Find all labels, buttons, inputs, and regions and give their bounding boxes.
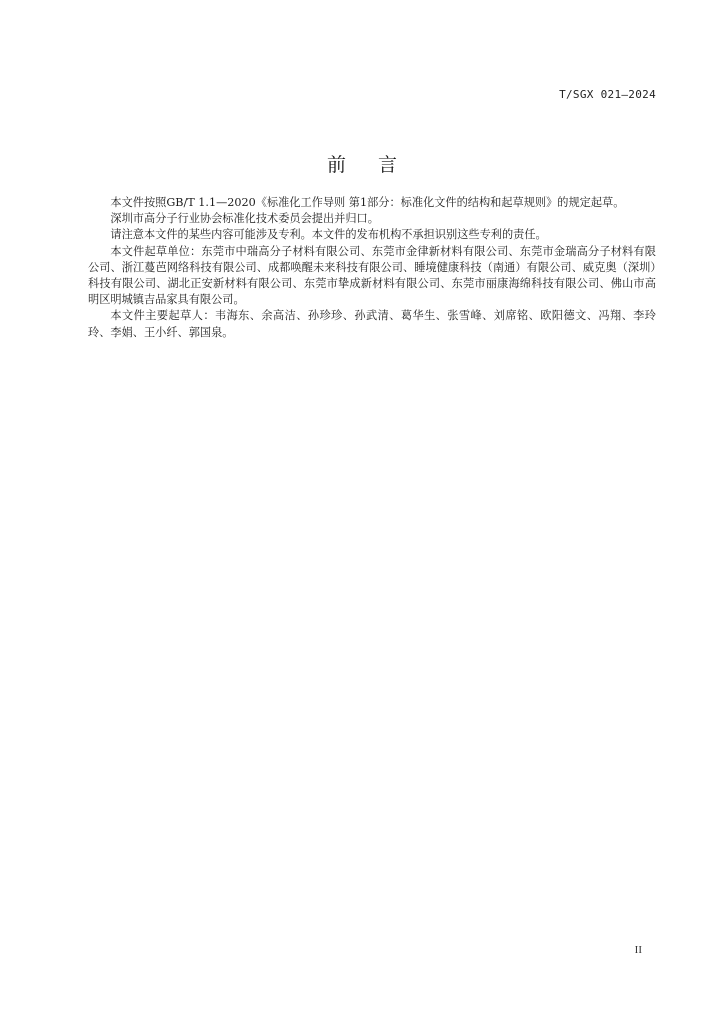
foreword-body [88, 195, 656, 341]
page-number: II [634, 944, 642, 956]
document-code: T/SGX 021—2024 [559, 88, 656, 101]
section-title: 前言 [326, 154, 429, 176]
paragraph-drafters: 本文件主要起草人：韦海东、余高洁、孙珍珍、孙武清、葛华生、张雪峰、刘席铭、欧阳德文、冯翔、李玲玲、李娟、王小纤、郭国泉。 [88, 309, 656, 339]
paragraph-drafting-units: 本文件起草单位：东莞市中瑞高分子材料有限公司、东莞市金律新材料有限公司、东莞市金瑞高分子材料有限公司、浙江蔓芭网络科技有限公司、成都唤醒未来科技有限公司、睡境健康科技（南通）有限公司、威克奥（深圳）科技有限公司、湖北正安新材料有限公司、东莞市挚成新材料有限公司、东莞市丽康海绵科技有限公司、佛山市高明区明城镇吉品家具有限公司。 [88, 244, 656, 307]
paragraph-patent-notice: 请注意本文件的某些内容可能涉及专利。本文件的发布机构不承担识别这些专利的责任。 [110, 228, 547, 242]
paragraph-drafting-rules: 本文件按照GB/T 1.1—2020《标准化工作导则 第1部分：标准化文件的结构和起草规则》的规定起草。 [110, 196, 625, 209]
paragraph-proposer: 深圳市高分子行业协会标准化技术委员会提出并归口。 [110, 212, 379, 226]
